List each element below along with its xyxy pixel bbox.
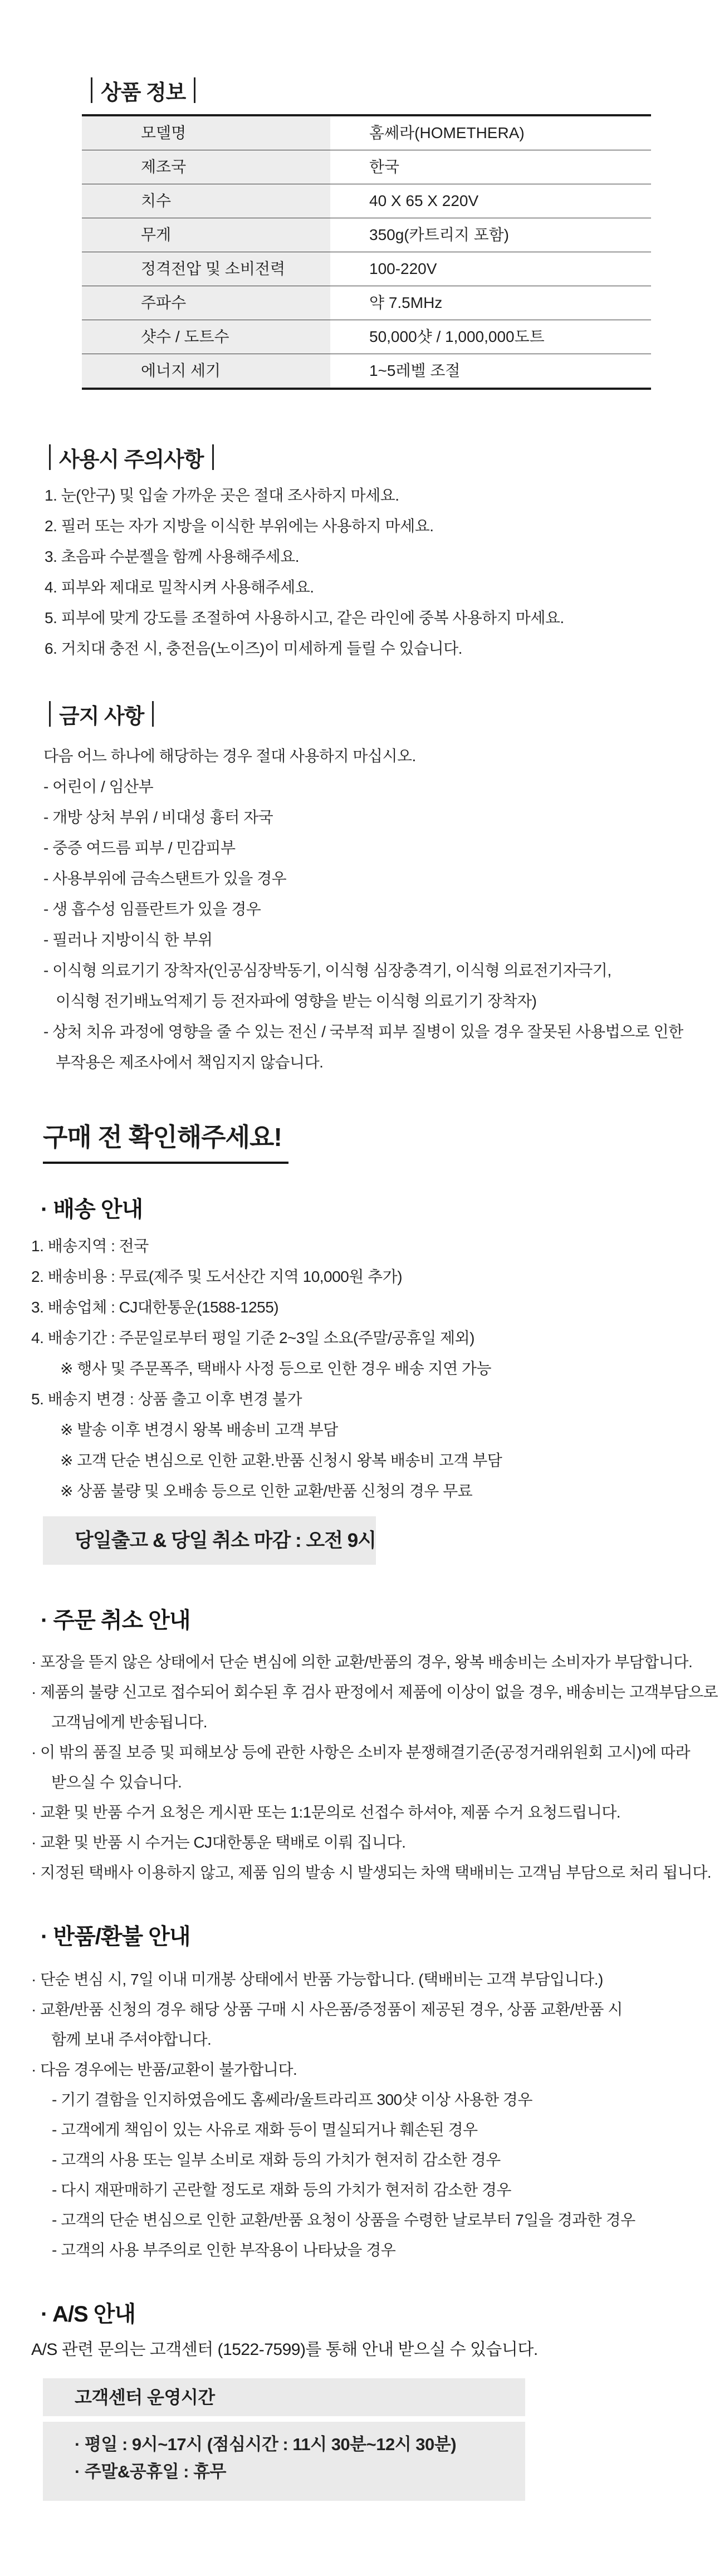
- list-item: - 어린이 / 임산부: [43, 778, 154, 795]
- header-left-bar: [49, 444, 51, 470]
- list-item-continuation: 고객님에게 반송됩니다.: [51, 1713, 208, 1731]
- section-title: 사용시 주의사항: [59, 448, 204, 472]
- spec-label: 에너지 세기: [82, 354, 330, 388]
- table-row: [82, 150, 651, 184]
- list-item: 5. 피부에 맞게 강도를 조절하여 사용하시고, 같은 라인에 중복 사용하지 마세요.: [45, 609, 564, 626]
- hours-weekend: · 주말&공휴일 : 휴무: [75, 2462, 226, 2481]
- spec-value: 약 7.5MHz: [369, 294, 443, 311]
- list-item: - 사용부위에 금속스탠트가 있을 경우: [43, 870, 287, 887]
- list-item: - 생 흡수성 임플란트가 있을 경우: [43, 900, 261, 918]
- list-item: 2. 배송비용 : 무료(제주 및 도서산간 지역 10,000원 추가): [31, 1268, 403, 1285]
- list-item: · 포장을 뜯지 않은 상태에서 단순 변심에 의한 교환/반품의 경우, 왕복 배송비는 소비자가 부담합니다.: [31, 1653, 693, 1671]
- spec-value: 한국: [369, 158, 400, 175]
- section-header-order-cancel: · 주문 취소 안내: [41, 1608, 190, 1633]
- list-item-note: ※ 상품 불량 및 오배송 등으로 인한 교환/반품 신청의 경우 무료: [60, 1482, 473, 1500]
- list-item-continuation: 받으실 수 있습니다.: [51, 1774, 182, 1791]
- list-item: 다음 어느 하나에 해당하는 경우 절대 사용하지 마십시오.: [43, 747, 416, 765]
- list-item: 6. 거치대 충전 시, 충전음(노이즈)이 미세하게 들릴 수 있습니다.: [45, 640, 462, 657]
- table-row: [82, 184, 651, 218]
- section-title: 금지 사항: [59, 704, 144, 728]
- order-cancel-list: [31, 1647, 718, 1888]
- table-row: [82, 320, 651, 354]
- as-notice-text: A/S 관련 문의는 고객센터 (1522-7599)를 통해 안내 받으실 수 있습니다.: [31, 2340, 538, 2359]
- list-item: - 중증 여드름 피부 / 민감피부: [43, 839, 236, 856]
- list-item-continuation: 부작용은 제조사에서 책임지지 않습니다.: [56, 1054, 324, 1071]
- customer-center-hours-title: 고객센터 운영시간: [43, 2378, 525, 2416]
- returns-list: [31, 1965, 635, 2265]
- spec-table: [82, 114, 651, 390]
- spec-value: 40 X 65 X 220V: [369, 192, 479, 209]
- same-day-shipping-text: 당일출고 & 당일 취소 마감 : 오전 9시: [75, 1530, 376, 1551]
- spec-value: 홈쎄라(HOMETHERA): [369, 124, 525, 141]
- spec-label: 샷수 / 도트수: [82, 320, 330, 354]
- list-item: 5. 배송지 변경 : 상품 출고 이후 변경 불가: [31, 1390, 302, 1408]
- spec-label: 정격전압 및 소비전력: [82, 252, 330, 286]
- section-header-prohibitions: [49, 699, 162, 728]
- section-title: 상품 정보: [101, 81, 186, 105]
- customer-center-hours-body: [43, 2422, 525, 2501]
- shipping-list: [31, 1231, 502, 1506]
- list-item: · 이 밖의 품질 보증 및 피해보상 등에 관한 사항은 소비자 분쟁해결기준(공정거래위원회 고시)에 따라: [31, 1744, 691, 1761]
- list-item: 3. 초음파 수분젤을 함께 사용해주세요.: [45, 548, 299, 565]
- spec-label: 모델명: [82, 116, 330, 150]
- list-item: · 지정된 택배사 이용하지 않고, 제품 임의 발송 시 발생되는 차액 택배비는 고객님 부담으로 처리 됩니다.: [31, 1864, 712, 1881]
- purchase-check-title: 구매 전 확인해주세요!: [43, 1117, 288, 1164]
- list-item: - 이식형 의료기기 장착자(인공심장박동기, 이식형 심장충격기, 이식형 의료전기자극기,: [43, 962, 612, 979]
- header-right-bar: [212, 444, 214, 470]
- precautions-list: [45, 480, 564, 664]
- list-item: 1. 배송지역 : 전국: [31, 1237, 149, 1255]
- list-item-note: ※ 고객 단순 변심으로 인한 교환.반품 신청시 왕복 배송비 고객 부담: [60, 1452, 502, 1469]
- customer-center-hours-box: [43, 2378, 525, 2501]
- list-item: 1. 눈(안구) 및 입술 가까운 곳은 절대 조사하지 마세요.: [45, 487, 399, 504]
- list-item: 4. 피부와 제대로 밀착시켜 사용해주세요.: [45, 579, 314, 596]
- list-item-sub: - 기기 결함을 인지하였음에도 홈쎄라/울트라리프 300샷 이상 사용한 경우: [52, 2091, 532, 2108]
- table-row: [82, 252, 651, 286]
- hours-weekday: · 평일 : 9시~17시 (점심시간 : 11시 30분~12시 30분): [75, 2435, 457, 2454]
- list-item: 4. 배송기간 : 주문일로부터 평일 기준 2~3일 소요(주말/공휴일 제외): [31, 1329, 474, 1346]
- prohibitions-list: [43, 741, 683, 1078]
- header-right-bar: [194, 77, 195, 103]
- list-item: - 필러나 지방이식 한 부위: [43, 931, 213, 948]
- table-row: [82, 354, 651, 388]
- header-left-bar: [91, 77, 92, 103]
- spec-label: 주파수: [82, 286, 330, 320]
- section-header-precautions: [49, 443, 222, 472]
- list-item-sub: - 고객에게 책임이 있는 사유로 재화 등이 멸실되거나 훼손된 경우: [52, 2121, 478, 2138]
- spec-value: 100-220V: [369, 260, 437, 277]
- header-left-bar: [49, 701, 51, 727]
- table-row: [82, 218, 651, 252]
- section-header-returns: · 반품/환불 안내: [41, 1924, 190, 1949]
- list-item: · 단순 변심 시, 7일 이내 미개봉 상태에서 반품 가능합니다. (택배비는 고객 부담입니다.): [31, 1971, 603, 1988]
- list-item-note: ※ 발송 이후 변경시 왕복 배송비 고객 부담: [60, 1421, 338, 1438]
- spec-value: 1~5레벨 조절: [369, 362, 461, 379]
- spec-value: 50,000샷 / 1,000,000도트: [369, 328, 545, 345]
- list-item-continuation: 함께 보내 주셔야합니다.: [51, 2031, 212, 2048]
- list-item: · 교환/반품 신청의 경우 해당 상품 구매 시 사은품/증정품이 제공된 경우, 상품 교환/반품 시: [31, 2001, 623, 2018]
- section-header-shipping: · 배송 안내: [41, 1197, 143, 1222]
- list-item-continuation: 이식형 전기배뇨억제기 등 전자파에 영향을 받는 이식형 의료기기 장착자): [56, 992, 537, 1010]
- section-header-as: · A/S 안내: [41, 2302, 136, 2327]
- list-item-sub: - 고객의 사용 또는 일부 소비로 재화 등의 가치가 현저히 감소한 경우: [52, 2151, 501, 2168]
- list-item: 2. 필러 또는 자가 지방을 이식한 부위에는 사용하지 마세요.: [45, 517, 434, 535]
- list-item: 3. 배송업체 : CJ대한통운(1588-1255): [31, 1299, 279, 1316]
- spec-value: 350g(카트리지 포함): [369, 226, 510, 243]
- header-right-bar: [152, 701, 154, 727]
- spec-label: 치수: [82, 184, 330, 218]
- list-item: · 다음 경우에는 반품/교환이 불가합니다.: [31, 2061, 297, 2078]
- list-item-sub: - 고객의 단순 변심으로 인한 교환/반품 요청이 상품을 수령한 날로부터 7일을 경과한 경우: [52, 2211, 635, 2229]
- spec-label: 제조국: [82, 150, 330, 184]
- list-item: - 개방 상처 부위 / 비대성 흉터 자국: [43, 809, 273, 826]
- list-item: · 교환 및 반품 시 수거는 CJ대한통운 택배로 이뤄 집니다.: [31, 1834, 406, 1851]
- list-item-note: ※ 행사 및 주문폭주, 택배사 사정 등으로 인한 경우 배송 지연 가능: [60, 1360, 492, 1377]
- same-day-shipping-box: [43, 1516, 376, 1565]
- spec-label: 무게: [82, 218, 330, 252]
- list-item-sub: - 고객의 사용 부주의로 인한 부작용이 나타났을 경우: [52, 2241, 396, 2259]
- list-item-sub: - 다시 재판매하기 곤란할 정도로 재화 등의 가치가 현저히 감소한 경우: [52, 2181, 511, 2198]
- list-item: - 상처 치유 과정에 영향을 줄 수 있는 전신 / 국부적 피부 질병이 있을 경우 잘못된 사용법으로 인한: [43, 1023, 683, 1040]
- table-row: [82, 116, 651, 150]
- section-header-product-info: [91, 76, 204, 105]
- list-item: · 제품의 불량 신고로 접수되어 회수된 후 검사 판정에서 제품에 이상이 없을 경우, 배송비는 고객부담으로: [31, 1683, 718, 1701]
- table-row: [82, 286, 651, 320]
- list-item: · 교환 및 반품 수거 요청은 게시판 또는 1:1문의로 선접수 하셔야, 제품 수거 요청드립니다.: [31, 1804, 621, 1821]
